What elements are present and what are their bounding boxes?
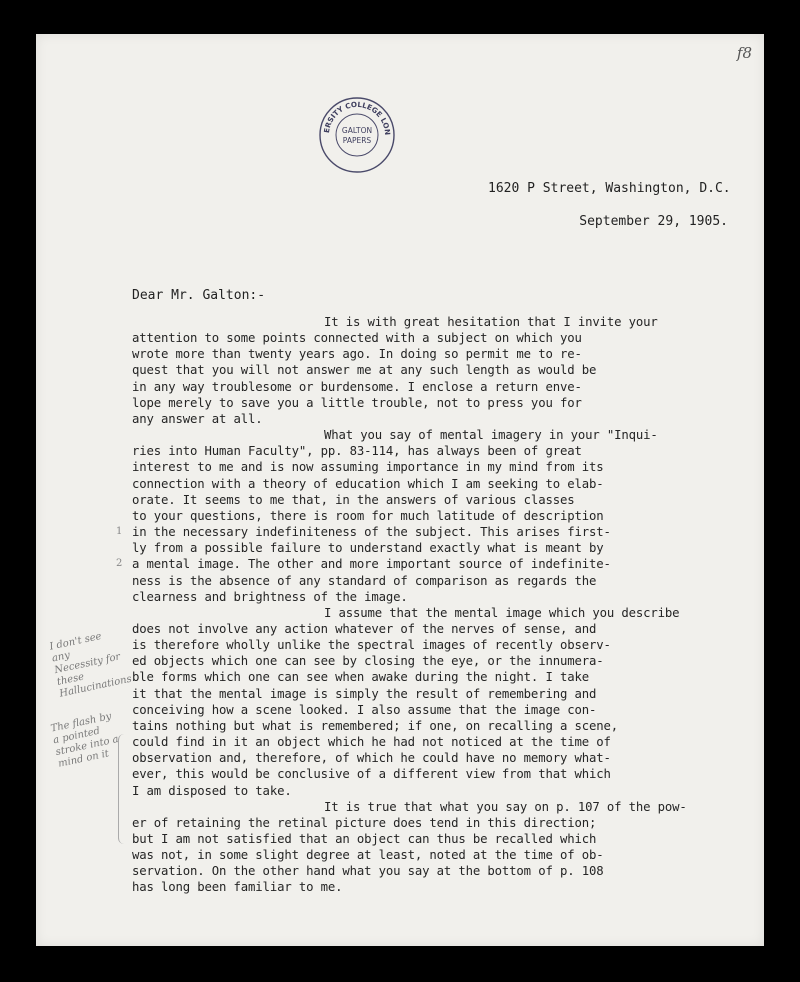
body-line: connection with a theory of education which I am seeking to elab-: [132, 476, 604, 491]
stamp-center-line1: GALTON: [341, 126, 373, 135]
body-line: ed objects which one can see by closing the eye, or the innumera-: [132, 654, 604, 669]
margin-note-2: The flash by a pointed stroke into a mind on it: [49, 710, 120, 770]
body-line: but I am not satisfied that an object can thus be recalled which: [132, 832, 597, 846]
body-line: lope merely to save you a little trouble, not to press you for: [132, 395, 582, 410]
body-line: quest that you will not answer me at any such length as would be: [132, 363, 597, 378]
stamp-center-line2: PAPERS: [342, 136, 372, 145]
body-line: orate. It seems to me that, in the answers of various classes: [132, 492, 575, 507]
body-line: does not involve any action whatever of the nerves of sense, and: [132, 621, 597, 636]
body-line: clearness and brightness of the image.: [132, 589, 408, 604]
body-line: is therefore wholly unlike the spectral images of recently observ-: [132, 638, 611, 653]
body-line: ever, this would be conclusive of a different view from that which: [132, 767, 611, 782]
body-line: ries into Human Faculty", pp. 83-114, has always been of great: [132, 444, 582, 459]
salutation: Dear Mr. Galton:-: [132, 288, 266, 303]
body-line: was not, in some slight degree at least, noted at the time of ob-: [132, 848, 604, 863]
body-line: er of retaining the retinal picture does tend in this direction;: [132, 815, 597, 830]
margin-mark-2: 2: [116, 558, 123, 569]
letter-date: September 29, 1905.: [579, 214, 728, 229]
body-line: in the necessary indefiniteness of the subject. This arises first-: [132, 525, 611, 540]
body-line: to your questions, there is room for much latitude of description: [132, 508, 604, 523]
body-line: it that the mental image is simply the result of remembering and: [132, 686, 597, 701]
body-line: What you say of mental imagery in your "Inqui-: [324, 428, 658, 443]
body-line: attention to some points connected with a subject on which you: [132, 331, 582, 346]
letter-body: [132, 314, 732, 896]
body-line: has long been familiar to me.: [132, 880, 343, 895]
margin-bracket: [118, 734, 127, 844]
body-line: any answer at all.: [132, 411, 263, 426]
body-line: servation. On the other hand what you say at the bottom of p. 108: [132, 864, 604, 879]
body-line: ness is the absence of any standard of comparison as regards the: [132, 573, 597, 588]
galton-papers-stamp: [318, 96, 396, 174]
body-line: It is with great hesitation that I invite your: [324, 315, 658, 329]
margin-note-1: I don't see any Necessity for these Hallucinations: [48, 630, 133, 700]
body-line: wrote more than twenty years ago. In doing so permit me to re-: [132, 347, 582, 362]
margin-annotations: [48, 630, 133, 786]
stamp-ring-text: ERSITY COLLEGE LON: [322, 99, 393, 136]
body-line: in any way troublesome or burdensome. I enclose a return enve-: [132, 379, 582, 394]
margin-mark-1: 1: [116, 526, 123, 537]
body-line: could find in it an object which he had not noticed at the time of: [132, 735, 611, 750]
body-line: I am disposed to take.: [132, 783, 292, 798]
body-line: conceiving how a scene looked. I also assume that the image con-: [132, 702, 597, 717]
body-line: tains nothing but what is remembered; if one, on recalling a scene,: [132, 718, 618, 733]
sender-address: 1620 P Street, Washington, D.C.: [488, 181, 731, 196]
letter-page: [36, 34, 764, 946]
body-line: interest to me and is now assuming importance in my mind from its: [132, 460, 604, 475]
address-block: [488, 172, 731, 238]
body-line: ly from a possible failure to understand exactly what is meant by: [132, 541, 604, 556]
body-line: a mental image. The other and more important source of indefinite-: [132, 557, 611, 572]
stamp-seal: [318, 96, 396, 174]
body-line: ble forms which one can see when awake during the night. I take: [132, 670, 589, 685]
body-line: It is true that what you say on p. 107 of the pow-: [324, 799, 687, 814]
body-line: I assume that the mental image which you describe: [324, 605, 680, 620]
body-line: observation and, therefore, of which he could have no memory what-: [132, 751, 611, 766]
folio-number: f8: [736, 44, 752, 62]
